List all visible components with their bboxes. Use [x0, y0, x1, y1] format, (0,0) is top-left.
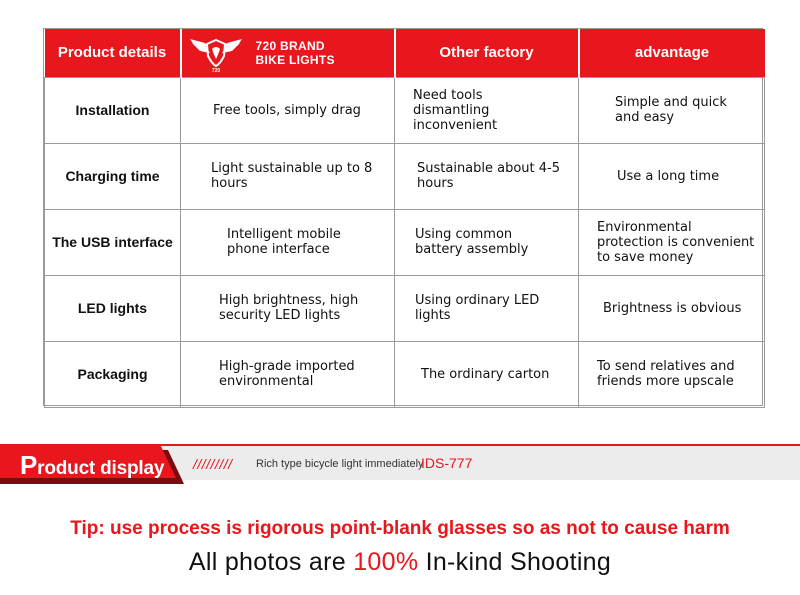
- brand-cell: Intelligent mobile phone interface: [181, 209, 395, 275]
- other-cell: The ordinary carton: [395, 341, 579, 407]
- row-label: Installation: [45, 77, 181, 143]
- svg-text:720: 720: [211, 67, 220, 73]
- brand-title: 720 BRAND BIKE LIGHTS: [255, 38, 335, 67]
- table-row: [45, 143, 765, 209]
- other-cell: Using ordinary LED lights: [395, 275, 579, 341]
- header-advantage: advantage: [579, 29, 765, 77]
- banner-title: Product display: [20, 450, 165, 480]
- other-cell: Sustainable about 4-5 hours: [395, 143, 579, 209]
- row-label: Packaging: [45, 341, 181, 407]
- row-label: Charging time: [45, 143, 181, 209]
- advantage-cell: Use a long time: [579, 143, 765, 209]
- other-cell: Need tools dismantling inconvenient: [395, 77, 579, 143]
- usage-tip: Tip: use process is rigorous point-blank glasses so as not to cause harm: [70, 518, 730, 539]
- banner-subtitle: Rich type bicycle light immediately: [256, 458, 424, 470]
- header-other-factory: Other factory: [395, 29, 579, 77]
- advantage-cell: Environmental protection is convenient to save money: [579, 209, 765, 275]
- advantage-cell: Simple and quick and easy: [579, 77, 765, 143]
- banner-slashes: /////////: [193, 456, 233, 472]
- table-header-row: [45, 29, 765, 77]
- comparison-table: [44, 29, 765, 408]
- banner-model-number: IDS-777: [421, 455, 473, 471]
- advantage-cell: Brightness is obvious: [579, 275, 765, 341]
- row-label: The USB interface: [45, 209, 181, 275]
- row-label: LED lights: [45, 275, 181, 341]
- brand-cell: High-grade imported environmental: [181, 341, 395, 407]
- table-row: [45, 341, 765, 407]
- brand-cell: High brightness, high security LED lights: [181, 275, 395, 341]
- percent-highlight: 100%: [353, 548, 419, 576]
- brand-cell: Light sustainable up to 8 hours: [181, 143, 395, 209]
- photos-statement: All photos are 100% In-kind Shooting: [188, 548, 612, 576]
- table-row: [45, 77, 765, 143]
- table-row: [45, 209, 765, 275]
- other-cell: Using common battery assembly: [395, 209, 579, 275]
- header-brand: [181, 29, 395, 77]
- header-product-details: Product details: [45, 29, 181, 77]
- winged-logo-icon: [188, 33, 244, 73]
- advantage-cell: To send relatives and friends more upscale: [579, 341, 765, 407]
- table-row: [45, 275, 765, 341]
- comparison-table-wrapper: [43, 28, 763, 406]
- brand-cell: Free tools, simply drag: [181, 77, 395, 143]
